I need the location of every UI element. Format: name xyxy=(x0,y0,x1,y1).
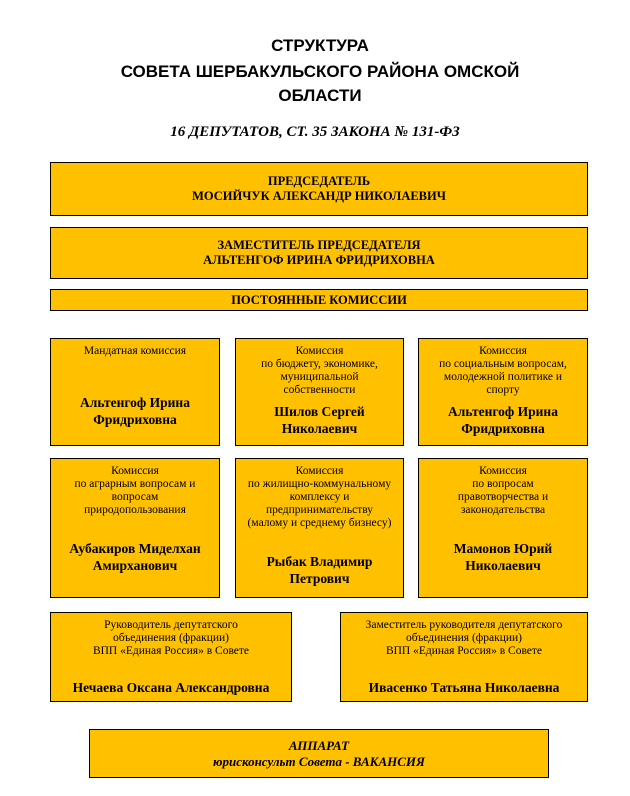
apparat-title: АППАРАТ xyxy=(288,737,350,753)
chairman-name: МОСИЙЧУК АЛЕКСАНДР НИКОЛАЕВИЧ xyxy=(192,189,446,203)
commission-chair-name: Аубакиров Миделхан Амирханович xyxy=(69,541,201,573)
commission-card-agrarian xyxy=(50,458,220,598)
commissions-header-box xyxy=(50,289,588,311)
commission-chair-name: Мамонов Юрий Николаевич xyxy=(453,541,553,573)
commission-card-housing xyxy=(235,458,404,598)
fraction-leader-description: Руководитель депутатского объединения (фракции) ВПП «Единая Россия» в Совете xyxy=(92,619,250,657)
chairman-role: ПРЕДСЕДАТЕЛЬ xyxy=(267,174,371,188)
fraction-leader-name: Нечаева Оксана Александровна xyxy=(72,680,270,695)
commission-chair-name: Альтенгоф Ирина Фридриховна xyxy=(448,404,558,436)
page-subtitle: 16 ДЕПУТАТОВ, СТ. 35 ЗАКОНА № 131-ФЗ xyxy=(170,124,460,140)
commission-chair-name: Шилов Сергей Николаевич xyxy=(274,404,365,436)
apparat-box xyxy=(89,729,549,778)
commission-card-lawmaking xyxy=(418,458,588,598)
commission-description: Комиссия по социальным вопросам, молодежной политике и спорту xyxy=(439,345,567,396)
commission-chair-name: Альтенгоф Ирина Фридриховна xyxy=(80,395,190,427)
deputy-chairman-name: АЛЬТЕНГОФ ИРИНА ФРИДРИХОВНА xyxy=(203,253,435,267)
commission-description: Комиссия по аграрным вопросам и вопросам природопользования xyxy=(74,465,196,516)
deputy-chairman-role: ЗАМЕСТИТЕЛЬ ПРЕДСЕДАТЕЛЯ xyxy=(217,238,421,252)
commission-description: Комиссия по бюджету, экономике, муниципальной собственности xyxy=(261,345,378,396)
page-title-line-2: СОВЕТА ШЕРБАКУЛЬСКОГО РАЙОНА ОМСКОЙ xyxy=(120,62,520,81)
commissions-header: ПОСТОЯННЫЕ КОМИССИИ xyxy=(231,292,407,307)
commission-card-social xyxy=(418,338,588,446)
commission-card-budget xyxy=(235,338,404,446)
fraction-deputy-leader-description: Заместитель руководителя депутатского объединения (фракции) ВПП «Единая Россия» в Совете xyxy=(365,619,563,657)
chairman-box xyxy=(50,162,588,216)
fraction-deputy-leader-box xyxy=(340,612,588,702)
commission-chair-name: Рыбак Владимир Петрович xyxy=(266,554,373,586)
apparat-text: юрисконсульт Совета - ВАКАНСИЯ xyxy=(212,753,425,769)
commission-description: Мандатная комиссия xyxy=(83,345,187,357)
fraction-leader-box xyxy=(50,612,292,702)
fraction-deputy-leader-name: Ивасенко Татьяна Николаевна xyxy=(368,680,560,695)
commission-description: Комиссия по жилищно-коммунальному комплексу и предпринимательству (малому и среднему бизнесу) xyxy=(247,465,392,529)
commission-description: Комиссия по вопросам правотворчества и законодательства xyxy=(457,465,549,516)
page-title-line-3: ОБЛАСТИ xyxy=(278,86,362,105)
commission-card-mandate xyxy=(50,338,220,446)
page-title-line-1: СТРУКТУРА xyxy=(271,36,369,55)
deputy-chairman-box xyxy=(50,227,588,279)
